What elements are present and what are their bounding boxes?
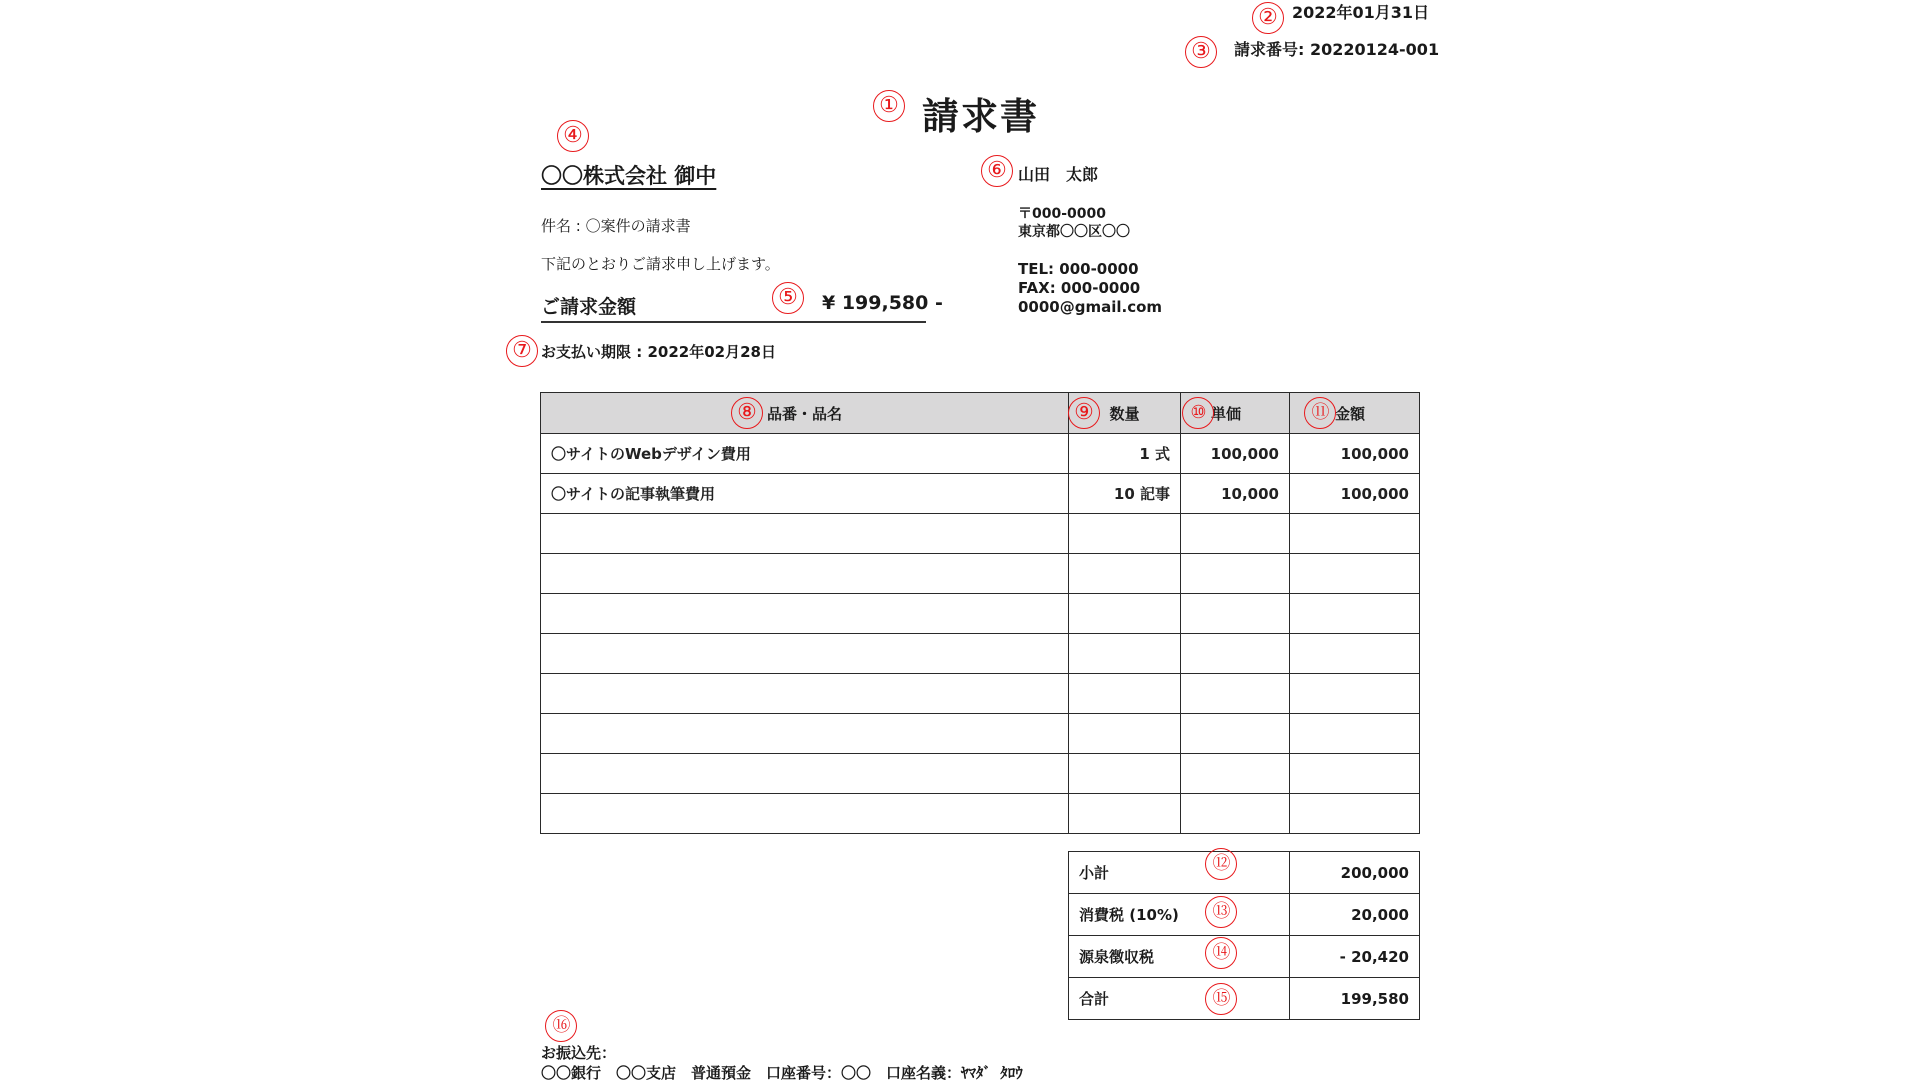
cell-quantity <box>1069 714 1181 754</box>
sender-postal: 〒000-0000 <box>1018 206 1106 222</box>
cell-item-name <box>541 634 1069 674</box>
cell-unit-price <box>1181 514 1290 554</box>
sender-name: 山田 太郎 <box>1018 165 1099 184</box>
cell-item-name <box>541 514 1069 554</box>
cell-unit-price <box>1181 794 1290 834</box>
cell-unit-price <box>1181 714 1290 754</box>
client-name: 〇〇株式会社 御中 <box>541 164 717 188</box>
summary-value: - 20,420 <box>1290 936 1420 978</box>
summary-label: 源泉徴収税 <box>1069 936 1290 978</box>
cell-amount <box>1290 554 1420 594</box>
annotation-marker-6: ⑥ <box>981 155 1013 187</box>
cell-amount <box>1290 634 1420 674</box>
sender-contact <box>1018 260 1162 317</box>
annotation-marker-9: ⑨ <box>1068 397 1100 429</box>
sender-street: 東京都〇〇区〇〇 <box>1018 224 1130 240</box>
summary-label: 小計 <box>1069 852 1290 894</box>
table-row <box>541 634 1420 674</box>
header-amount: 金額 <box>1290 393 1420 434</box>
summary-row <box>1069 936 1420 978</box>
billing-amount-value: ¥ 199,580 - <box>822 292 943 314</box>
invoice-date: 2022年01月31日 <box>1292 3 1430 22</box>
sender-address <box>1018 205 1130 241</box>
cell-item-name <box>541 794 1069 834</box>
summary-row <box>1069 894 1420 936</box>
annotation-marker-10: ⑩ <box>1182 397 1214 429</box>
table-row <box>541 794 1420 834</box>
sender-fax: FAX: 000-0000 <box>1018 279 1141 297</box>
cell-amount: 100,000 <box>1290 474 1420 514</box>
annotation-marker-4: ④ <box>557 120 589 152</box>
summary-label: 合計 <box>1069 978 1290 1020</box>
annotation-marker-13: ⑬ <box>1205 896 1237 928</box>
annotation-marker-7: ⑦ <box>506 335 538 367</box>
table-row <box>541 434 1420 474</box>
cell-amount <box>1290 714 1420 754</box>
cell-item-name <box>541 594 1069 634</box>
cell-item-name: 〇サイトの記事執筆費用 <box>541 474 1069 514</box>
cell-unit-price <box>1181 554 1290 594</box>
invoice-title: 請求書 <box>922 95 1039 138</box>
annotation-marker-1: ① <box>873 90 905 122</box>
annotation-marker-5: ⑤ <box>772 282 804 314</box>
table-header-row <box>541 393 1420 434</box>
summary-value: 199,580 <box>1290 978 1420 1020</box>
header-unit-price: 単価 <box>1181 393 1290 434</box>
cell-quantity: 1 式 <box>1069 434 1181 474</box>
cell-unit-price <box>1181 594 1290 634</box>
billing-amount-label: ご請求金額 <box>541 296 637 318</box>
table-row <box>541 474 1420 514</box>
invoice-number: 請求番号: 20220124-001 <box>1234 40 1440 59</box>
summary-row <box>1069 978 1420 1020</box>
cell-unit-price <box>1181 674 1290 714</box>
table-row <box>541 754 1420 794</box>
summary-table <box>1068 851 1420 1020</box>
cell-quantity <box>1069 794 1181 834</box>
sender-email: 0000@gmail.com <box>1018 298 1163 316</box>
table-row <box>541 594 1420 634</box>
table-row <box>541 514 1420 554</box>
annotation-marker-2: ② <box>1252 2 1284 34</box>
summary-value: 200,000 <box>1290 852 1420 894</box>
invoice-subject: 件名 : 〇案件の請求書 <box>541 217 691 235</box>
annotation-marker-11: ⑪ <box>1304 397 1336 429</box>
summary-row <box>1069 852 1420 894</box>
cell-unit-price <box>1181 634 1290 674</box>
annotation-marker-8: ⑧ <box>731 397 763 429</box>
cell-amount <box>1290 754 1420 794</box>
lead-text: 下記のとおりご請求申し上げます。 <box>541 255 780 273</box>
cell-item-name <box>541 714 1069 754</box>
payment-due-date: お支払い期限 : 2022年02月28日 <box>541 343 776 361</box>
cell-quantity: 10 記事 <box>1069 474 1181 514</box>
annotation-marker-3: ③ <box>1185 36 1217 68</box>
cell-item-name <box>541 674 1069 714</box>
bank-info: 〇〇銀行 〇〇支店 普通預金 口座番号：〇〇 口座名義：ﾔﾏﾀﾞ ﾀﾛｳ <box>541 1064 1023 1082</box>
cell-amount <box>1290 794 1420 834</box>
annotation-marker-12: ⑫ <box>1205 848 1237 880</box>
cell-quantity <box>1069 594 1181 634</box>
cell-amount <box>1290 674 1420 714</box>
cell-unit-price: 100,000 <box>1181 434 1290 474</box>
cell-amount <box>1290 594 1420 634</box>
sender-tel: TEL: 000-0000 <box>1018 260 1139 278</box>
cell-unit-price <box>1181 754 1290 794</box>
cell-item-name: 〇サイトのWebデザイン費用 <box>541 434 1069 474</box>
cell-item-name <box>541 554 1069 594</box>
cell-quantity <box>1069 634 1181 674</box>
cell-quantity <box>1069 514 1181 554</box>
cell-item-name <box>541 754 1069 794</box>
bank-label: お振込先： <box>541 1044 617 1062</box>
cell-unit-price: 10,000 <box>1181 474 1290 514</box>
table-row <box>541 554 1420 594</box>
table-row <box>541 714 1420 754</box>
items-table <box>540 392 1420 834</box>
cell-quantity <box>1069 754 1181 794</box>
annotation-marker-15: ⑮ <box>1205 983 1237 1015</box>
header-quantity: 数量 <box>1069 393 1181 434</box>
billing-amount-underline <box>541 321 926 323</box>
table-row <box>541 674 1420 714</box>
annotation-marker-14: ⑭ <box>1205 937 1237 969</box>
cell-amount <box>1290 514 1420 554</box>
cell-amount: 100,000 <box>1290 434 1420 474</box>
summary-label: 消費税 (10%) <box>1069 894 1290 936</box>
cell-quantity <box>1069 554 1181 594</box>
header-item-name: 品番・品名 <box>541 393 1069 434</box>
cell-quantity <box>1069 674 1181 714</box>
annotation-marker-16: ⑯ <box>545 1010 577 1042</box>
summary-value: 20,000 <box>1290 894 1420 936</box>
